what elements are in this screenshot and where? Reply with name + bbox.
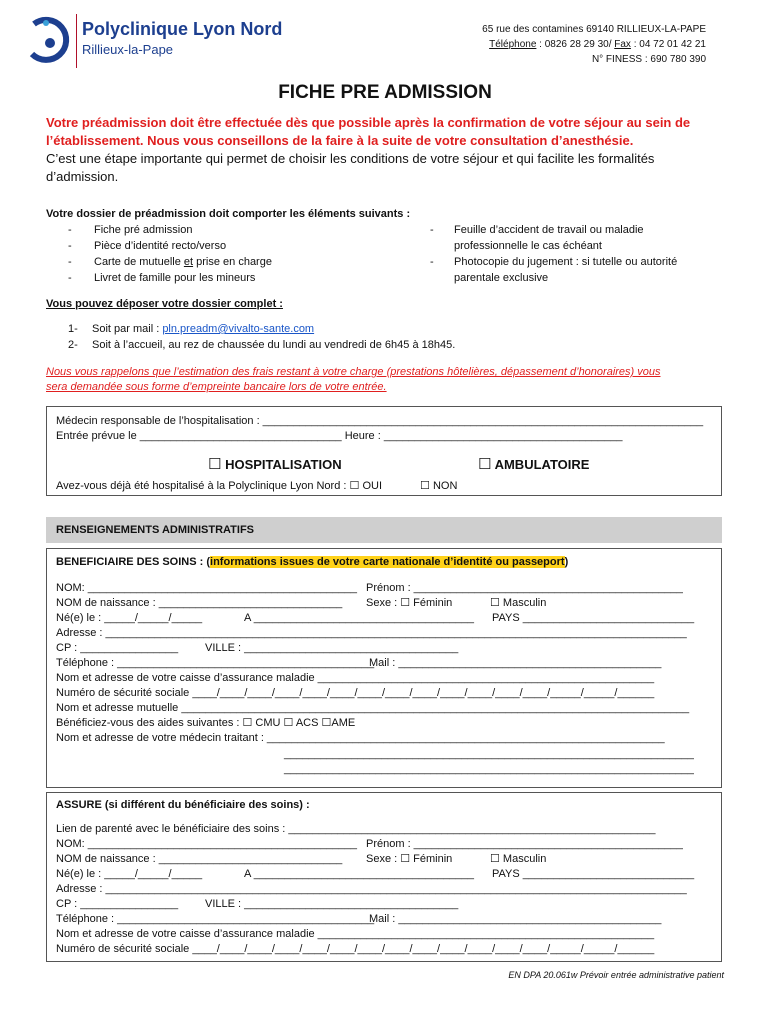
hospitalisation-label: HOSPITALISATION <box>225 457 342 472</box>
oui-label: OUI <box>362 480 383 492</box>
assure-caisse[interactable]: Nom et adresse de votre caisse d’assurance maladie _______________________________________________________ <box>56 928 655 940</box>
medecin-responsable-field[interactable]: Médecin responsable de l’hospitalisation : ________________________________________________________________________ <box>56 415 704 427</box>
dossier-item: - Fiche pré admission <box>68 224 193 236</box>
page-title: FICHE PRE ADMISSION <box>278 82 492 103</box>
non-label: NON <box>432 480 458 492</box>
beneficiaire-naissance[interactable]: NOM de naissance : ______________________________ <box>56 597 343 609</box>
beneficiaire-caisse[interactable]: Nom et adresse de votre caisse d’assurance maladie _______________________________________________________ <box>56 672 655 684</box>
beneficiaire-medecin-line3[interactable]: ___________________________________________________________________ <box>284 763 694 775</box>
ambulatoire-option[interactable] <box>478 455 589 474</box>
address: 65 rue des contamines 69140 RILLIEUX-LA-PAPE <box>482 24 706 35</box>
org-city: Rillieux-la-Pape <box>82 42 174 57</box>
beneficiaire-secu[interactable]: Numéro de sécurité sociale ____/____/____/____/____/____/____/____/____/____/____/____/____/_____/_____/______ <box>56 687 655 699</box>
dossier-item: parentale exclusive <box>454 272 549 284</box>
assure-ne-le[interactable]: Né(e) le : _____/_____/_____ <box>56 868 203 880</box>
highlight: informations issues de votre carte nationale d’identité ou passeport <box>210 556 565 568</box>
assure-secu[interactable]: Numéro de sécurité sociale ____/____/____/____/____/____/____/____/____/____/____/____/____/_____/_____/______ <box>56 943 655 955</box>
phone-line <box>406 39 706 51</box>
beneficiaire-cp[interactable]: CP : ________________ <box>56 642 179 654</box>
dossier-left-list <box>68 223 408 287</box>
assure-adresse[interactable]: Adresse : _______________________________________________________________________________________________ <box>56 883 687 895</box>
footer-reference: EN DPA 20.061w Prévoir entrée administrative patient <box>508 970 724 980</box>
checkbox-icon[interactable]: ☐ <box>478 455 492 473</box>
beneficiaire-medecin-line2[interactable]: ___________________________________________________________________ <box>284 748 694 760</box>
beneficiaire-nom[interactable]: NOM: ____________________________________________ <box>56 582 357 594</box>
dossier-item: - Carte de mutuelle et prise en charge <box>68 256 272 268</box>
beneficiaire-ville[interactable]: VILLE : ___________________________________ <box>205 642 459 654</box>
beneficiaire-mutuelle[interactable]: Nom et adresse mutuelle ___________________________________________________________________________________ <box>56 702 690 714</box>
assure-sexe[interactable]: Sexe : ☐ Féminin <box>366 853 453 865</box>
dossier-item: - Pièce d’identité recto/verso <box>68 240 227 252</box>
fax-number: : 04 72 01 42 21 <box>630 39 706 50</box>
non-checkbox[interactable]: ☐ <box>420 479 430 492</box>
deposit-list <box>68 322 728 354</box>
dossier-item: professionnelle le cas échéant <box>454 240 602 252</box>
phone-number: : 0826 28 29 30/ <box>536 39 615 50</box>
org-name: Polyclinique Lyon Nord <box>82 19 283 39</box>
assure-ville[interactable]: VILLE : ___________________________________ <box>205 898 459 910</box>
assure-nom[interactable]: NOM: ____________________________________________ <box>56 838 357 850</box>
beneficiaire-mail[interactable]: Mail : ___________________________________________ <box>369 657 662 669</box>
beneficiaire-medecin[interactable]: Nom et adresse de votre médecin traitant : _________________________________________________________________ <box>56 732 665 744</box>
dossier-item: - Livret de famille pour les mineurs <box>68 272 256 284</box>
header-contact <box>406 24 706 66</box>
intro-red-line2: l’établissement. Nous vous conseillons de la faire à la suite de votre consultation d’anesthésie. <box>46 133 634 148</box>
hospitalisation-option[interactable] <box>208 455 342 474</box>
assure-lien[interactable]: Lien de parenté avec le bénéficiaire des soins : ____________________________________________________________ <box>56 823 656 835</box>
intro-red-line1: Votre préadmission doit être effectuée dès que possible après la confirmation de votre séjour au sein de <box>46 115 691 130</box>
oui-checkbox[interactable]: ☐ <box>349 479 360 492</box>
assure-mail[interactable]: Mail : ___________________________________________ <box>369 913 662 925</box>
beneficiaire-telephone[interactable]: Téléphone : __________________________________________ <box>56 657 375 669</box>
intro-line3: C’est une étape importante qui permet de choisir les conditions de votre séjour et qui facilite les formalités <box>46 151 655 166</box>
deposit-item: 2- Soit à l’accueil, au rez de chaussée du lundi au vendredi de 6h45 à 18h45. <box>68 339 456 351</box>
dossier-heading: Votre dossier de préadmission doit comporter les éléments suivants : <box>46 208 411 220</box>
finess: N° FINESS : 690 780 390 <box>591 54 706 65</box>
assure-lieu[interactable]: A ____________________________________ <box>244 868 475 880</box>
deposit-heading: Vous pouvez déposer votre dossier complet : <box>46 298 283 310</box>
intro <box>46 114 736 186</box>
entree-prevue-field[interactable]: Entrée prévue le _________________________________ Heure : _______________________________________ <box>56 430 623 442</box>
assure-heading: ASSURE (si différent du bénéficiaire des soins) : <box>56 799 310 811</box>
beneficiaire-ne-le[interactable]: Né(e) le : _____/_____/_____ <box>56 612 203 624</box>
deposit-item: 1- Soit par mail : pln.preadm@vivalto-sante.com <box>68 323 315 335</box>
assure-pays[interactable]: PAYS ____________________________ <box>492 868 695 880</box>
dossier-item: - Photocopie du jugement : si tutelle ou autorité <box>430 256 678 268</box>
beneficiaire-adresse[interactable]: Adresse : _______________________________________________________________________________________________ <box>56 627 687 639</box>
notice <box>46 365 736 395</box>
beneficiaire-aides[interactable]: Bénéficiez-vous des aides suivantes : ☐ CMU ☐ ACS ☐AME <box>56 717 356 729</box>
notice-line2: sera demandée sous forme d’empreinte bancaire lors de votre entrée. <box>46 381 387 393</box>
checkbox-icon[interactable]: ☐ <box>208 455 222 473</box>
beneficiaire-sexe[interactable]: Sexe : ☐ Féminin <box>366 597 453 609</box>
ambulatoire-label: AMBULATOIRE <box>494 457 590 472</box>
fax-label: Fax <box>614 39 631 50</box>
beneficiaire-lieu[interactable]: A ____________________________________ <box>244 612 475 624</box>
clinic-logo <box>24 14 74 68</box>
section-title: RENSEIGNEMENTS ADMINISTRATIFS <box>56 524 255 536</box>
assure-prenom[interactable]: Prénom : ____________________________________________ <box>366 838 683 850</box>
assure-naissance[interactable]: NOM de naissance : ______________________________ <box>56 853 343 865</box>
notice-line1: Nous vous rappelons que l’estimation des frais restant à votre charge (prestations hôtelières, dépassement d’honoraires) vous <box>46 366 661 378</box>
phone-label: Téléphone <box>489 39 537 50</box>
logo-divider <box>76 14 77 68</box>
dossier-right-list <box>430 223 730 287</box>
beneficiaire-prenom[interactable]: Prénom : ____________________________________________ <box>366 582 683 594</box>
beneficiaire-masculin[interactable]: ☐ Masculin <box>490 597 547 609</box>
beneficiaire-pays[interactable]: PAYS ____________________________ <box>492 612 695 624</box>
non-option[interactable] <box>420 479 457 493</box>
intro-line4: d’admission. <box>46 169 119 184</box>
assure-telephone[interactable]: Téléphone : __________________________________________ <box>56 913 375 925</box>
already-hospitalised-question: Avez-vous déjà été hospitalisé à la Polyclinique Lyon Nord : ☐ OUI <box>56 479 383 492</box>
email-link[interactable]: pln.preadm@vivalto-sante.com <box>162 323 315 335</box>
dossier-item: - Feuille d’accident de travail ou maladie <box>430 224 644 236</box>
beneficiaire-heading: BENEFICIAIRE DES SOINS : (informations issues de votre carte nationale d’identité ou passeport) <box>56 556 569 568</box>
assure-masculin[interactable]: ☐ Masculin <box>490 853 547 865</box>
assure-cp[interactable]: CP : ________________ <box>56 898 179 910</box>
